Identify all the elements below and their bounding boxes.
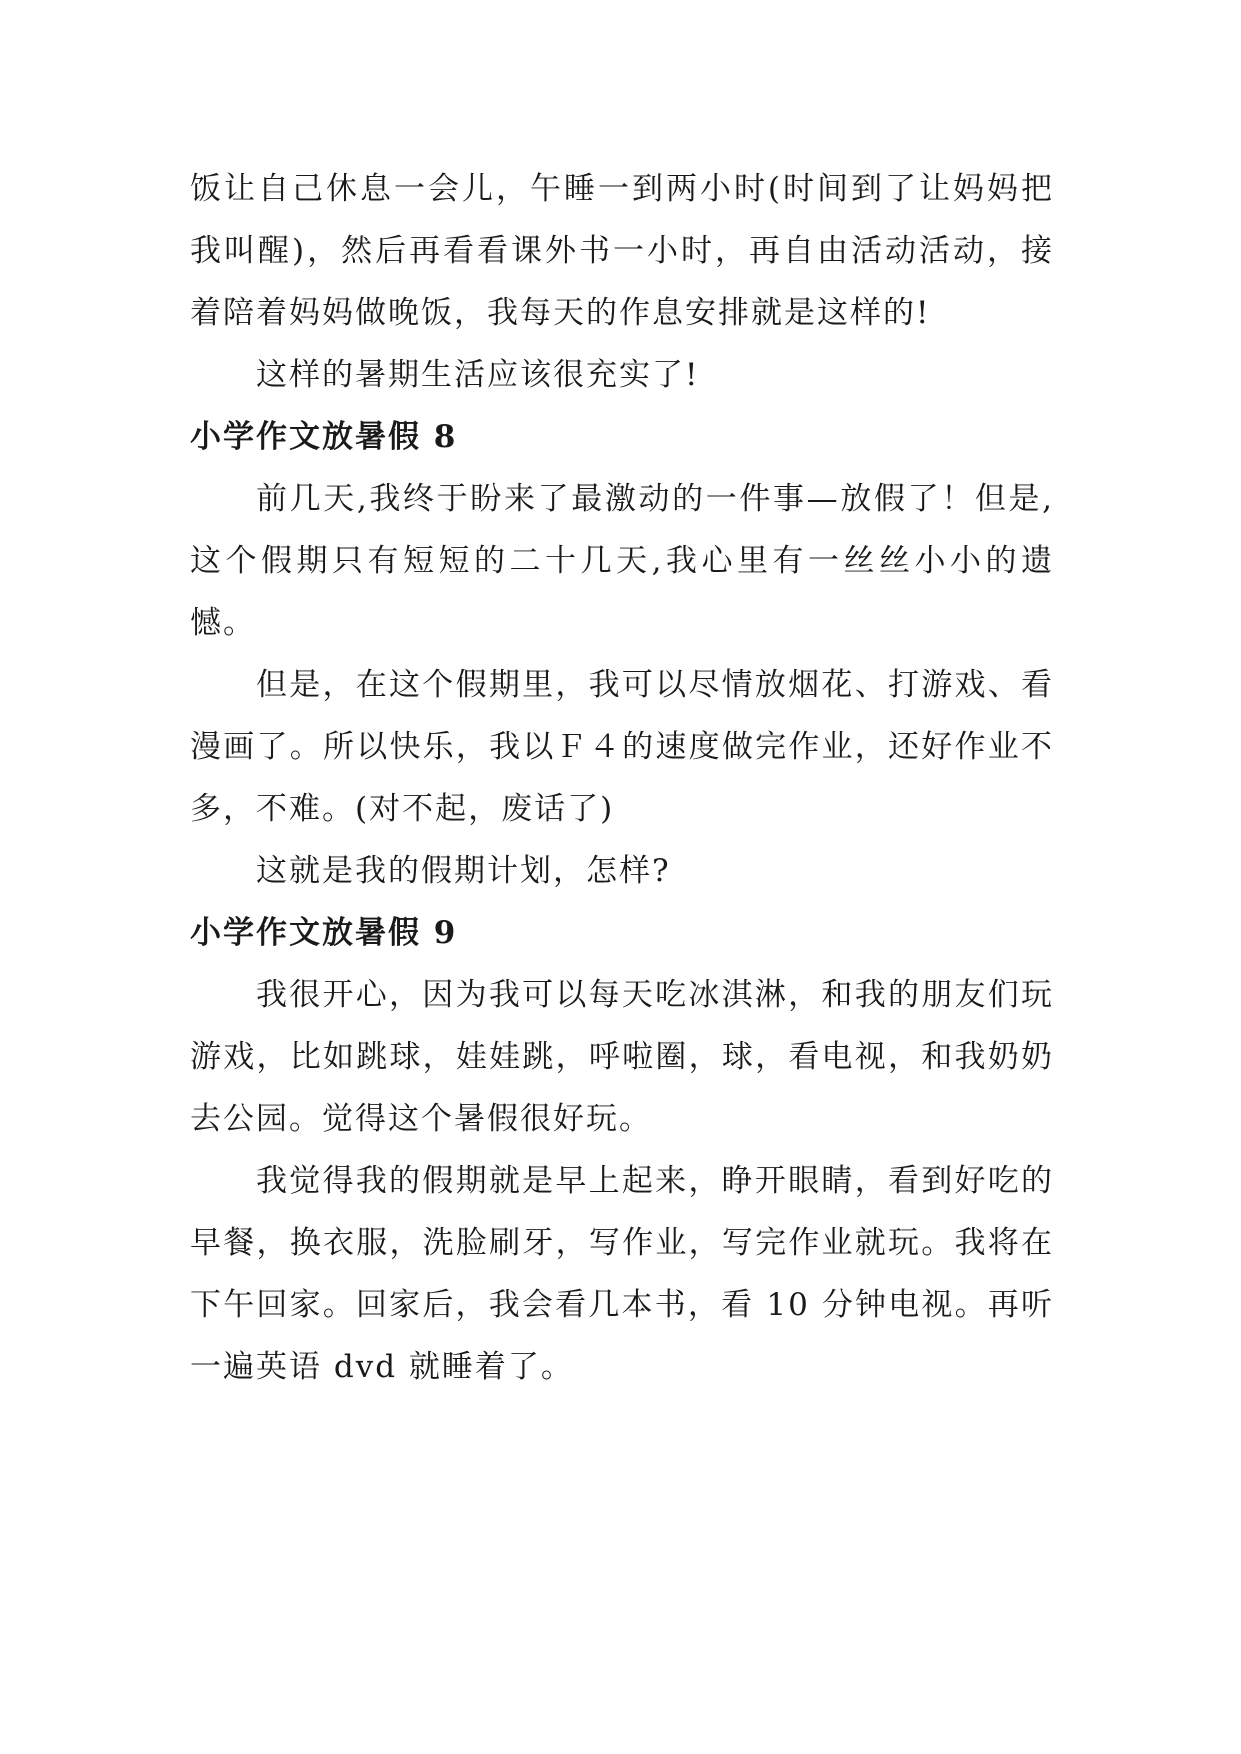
section-heading: 小学作文放暑假 9 bbox=[190, 915, 458, 951]
document-page bbox=[190, 158, 1054, 1398]
section-heading: 小学作文放暑假 8 bbox=[190, 419, 458, 455]
paragraph: 但是，在这个假期里，我可以尽情放烟花、打游戏、看漫画了。所以快乐，我以Ｆ４的速度做完作业，还好作业不多，不难。(对不起，废话了) bbox=[190, 667, 1054, 827]
paragraph: 我很开心，因为我可以每天吃冰淇淋，和我的朋友们玩游戏，比如跳球，娃娃跳，呼啦圈，球，看电视，和我奶奶去公园。觉得这个暑假很好玩。 bbox=[190, 977, 1054, 1137]
paragraph: 前几天,我终于盼来了最激动的一件事—放假了！但是,这个假期只有短短的二十几天,我心里有一丝丝小小的遗憾。 bbox=[190, 481, 1054, 641]
paragraph: 这就是我的假期计划，怎样? bbox=[256, 853, 671, 889]
paragraph: 饭让自己休息一会儿，午睡一到两小时(时间到了让妈妈把我叫醒)，然后再看看课外书一小时，再自由活动活动，接着陪着妈妈做晚饭，我每天的作息安排就是这样的! bbox=[190, 171, 1054, 331]
paragraph: 这样的暑期生活应该很充实了! bbox=[256, 357, 700, 393]
paragraph: 我觉得我的假期就是早上起来，睁开眼睛，看到好吃的早餐，换衣服，洗脸刷牙，写作业，写完作业就玩。我将在下午回家。回家后，我会看几本书，看 10 分钟电视。再听一遍英语 dvd 就睡着了。 bbox=[190, 1163, 1054, 1385]
